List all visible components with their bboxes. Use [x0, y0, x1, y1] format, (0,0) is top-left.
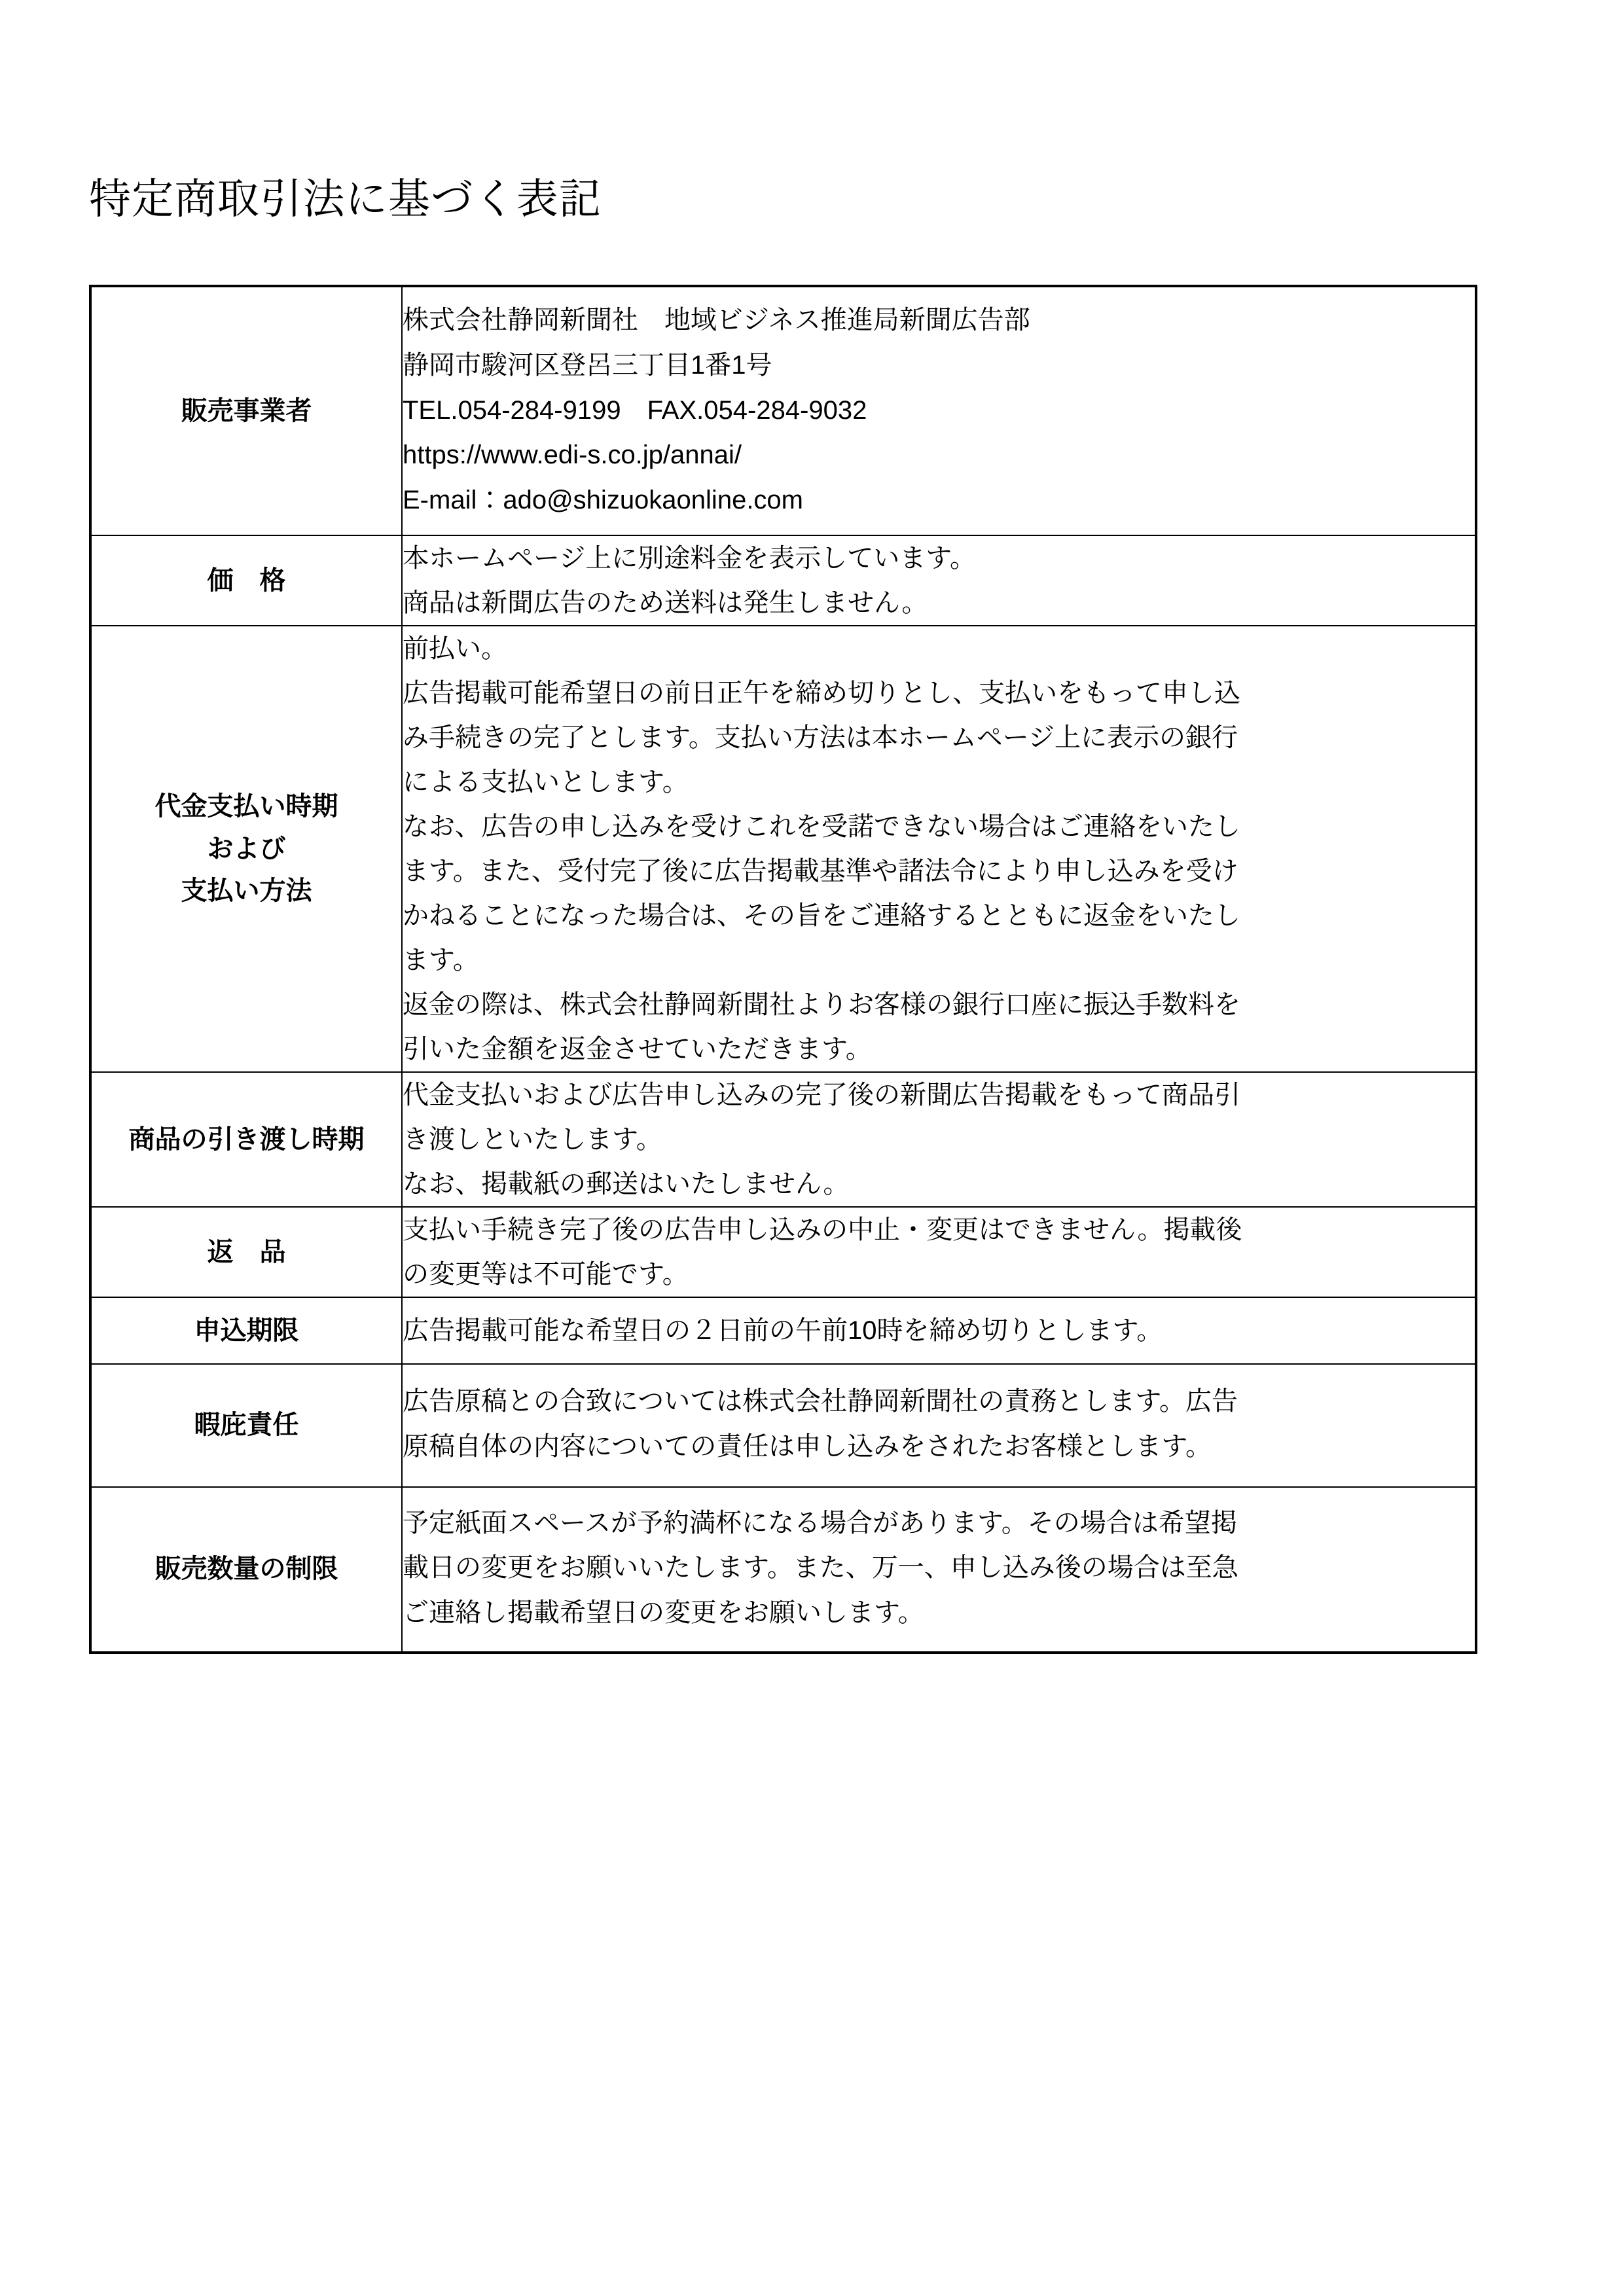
row-value-line: による支払いとします。: [403, 767, 689, 797]
row-value-line: の変更等は不可能です。: [403, 1259, 689, 1289]
table-row: [90, 535, 1476, 626]
row-label-line: 支払い方法: [181, 876, 312, 906]
row-value-line: 株式会社静岡新聞社 地域ビジネス推進局新聞広告部: [403, 306, 1030, 334]
row-label-line: 代金支払い時期: [154, 791, 338, 821]
row-value-line: 引いた金額を返金させていただきます。: [403, 1034, 872, 1064]
row-value-line: https://www.edi-s.co.jp/annai/: [403, 440, 742, 470]
row-label-liability: [90, 1364, 402, 1487]
row-value-price: [402, 535, 1476, 626]
row-value-line: 広告掲載可能希望日の前日正午を締め切りとし、支払いをもって申し込: [403, 678, 1240, 708]
row-value-line: かねることになった場合は、その旨をご連絡するとともに返金をいたし: [403, 901, 1240, 930]
row-label-price: [90, 535, 402, 626]
row-label-line: 申込期限: [194, 1316, 299, 1345]
row-value-line: E-mail：ado@shizuokaonline.com: [403, 486, 803, 515]
row-value-line: ご連絡し掲載希望日の変更をお願いします。: [403, 1598, 924, 1628]
row-value-line: 返金の際は、株式会社静岡新聞社よりお客様の銀行口座に振込手数料を: [403, 990, 1240, 1019]
row-label-delivery: [90, 1072, 402, 1207]
row-label-line: 販売数量の制限: [154, 1554, 338, 1584]
table-row: [90, 1207, 1476, 1297]
table-row: [90, 1072, 1476, 1207]
row-label-quantity: [90, 1487, 402, 1653]
row-value-delivery: [402, 1072, 1476, 1207]
row-value-line: なお、広告の申し込みを受けこれを受諾できない場合はご連絡をいたし: [403, 812, 1240, 841]
table-row: [90, 1297, 1476, 1364]
row-value-line: 支払い手続き完了後の広告申し込みの中止・変更はできません。掲載後: [403, 1215, 1242, 1244]
row-label-seller: [90, 286, 402, 535]
row-label-payment: [90, 626, 402, 1072]
row-value-line: み手続きの完了とします。支払い方法は本ホームページ上に表示の銀行: [403, 723, 1238, 752]
row-label-line: および: [207, 834, 286, 863]
row-value-line: ます。: [403, 945, 479, 975]
row-value-line: 広告原稿との合致については株式会社静岡新聞社の責務とします。広告: [403, 1386, 1238, 1416]
row-value-line: 本ホームページ上に別途料金を表示しています。: [403, 543, 976, 573]
row-value-line: 予定紙面スペースが予約満杯になる場合があります。その場合は希望掲: [403, 1508, 1237, 1537]
specified-commercial-transactions-table: [89, 285, 1477, 1654]
row-label-line: 暇庇責任: [194, 1410, 299, 1440]
row-label-line: 商品の引き渡し時期: [128, 1124, 365, 1154]
table-row: [90, 1487, 1476, 1653]
row-value-line: ます。また、受付完了後に広告掲載基準や諸法令により申し込みを受け: [403, 856, 1238, 886]
row-value-seller: [402, 286, 1476, 535]
row-value-line: 原稿自体の内容についての責任は申し込みをされたお客様とします。: [403, 1431, 1212, 1461]
row-value-line: き渡しといたします。: [403, 1124, 662, 1154]
row-value-line: 前払い。: [403, 634, 507, 663]
row-value-deadline: [402, 1297, 1476, 1364]
row-value-quantity: [402, 1487, 1476, 1653]
table-body: [90, 286, 1476, 1653]
row-label-line: 返 品: [207, 1237, 286, 1266]
row-label-deadline: [90, 1297, 402, 1364]
row-label-return: [90, 1207, 402, 1297]
row-value-line: 静岡市駿河区登呂三丁目1番1号: [403, 350, 772, 380]
row-value-payment: [402, 626, 1476, 1072]
row-value-liability: [402, 1364, 1476, 1487]
page-title: 特定商取引法に基づく表記: [89, 175, 602, 223]
row-value-line: 載日の変更をお願いいたします。また、万一、申し込み後の場合は至急: [403, 1553, 1238, 1583]
row-value-line: 広告掲載可能な希望日の２日前の午前10時を締め切りとします。: [403, 1316, 1163, 1345]
row-value-line: 代金支払いおよび広告申し込みの完了後の新聞広告掲載をもって商品引: [403, 1080, 1240, 1109]
row-value-line: TEL.054-284-9199 FAX.054-284-9032: [403, 395, 867, 425]
row-value-line: 商品は新聞広告のため送料は発生しません。: [403, 588, 928, 617]
row-label-line: 価 格: [207, 565, 286, 595]
row-value-line: なお、掲載紙の郵送はいたしません。: [403, 1169, 850, 1198]
row-value-return: [402, 1207, 1476, 1297]
table-row: [90, 1364, 1476, 1487]
table-row: [90, 626, 1476, 1072]
table-row: [90, 286, 1476, 535]
row-label-line: 販売事業者: [181, 396, 312, 425]
